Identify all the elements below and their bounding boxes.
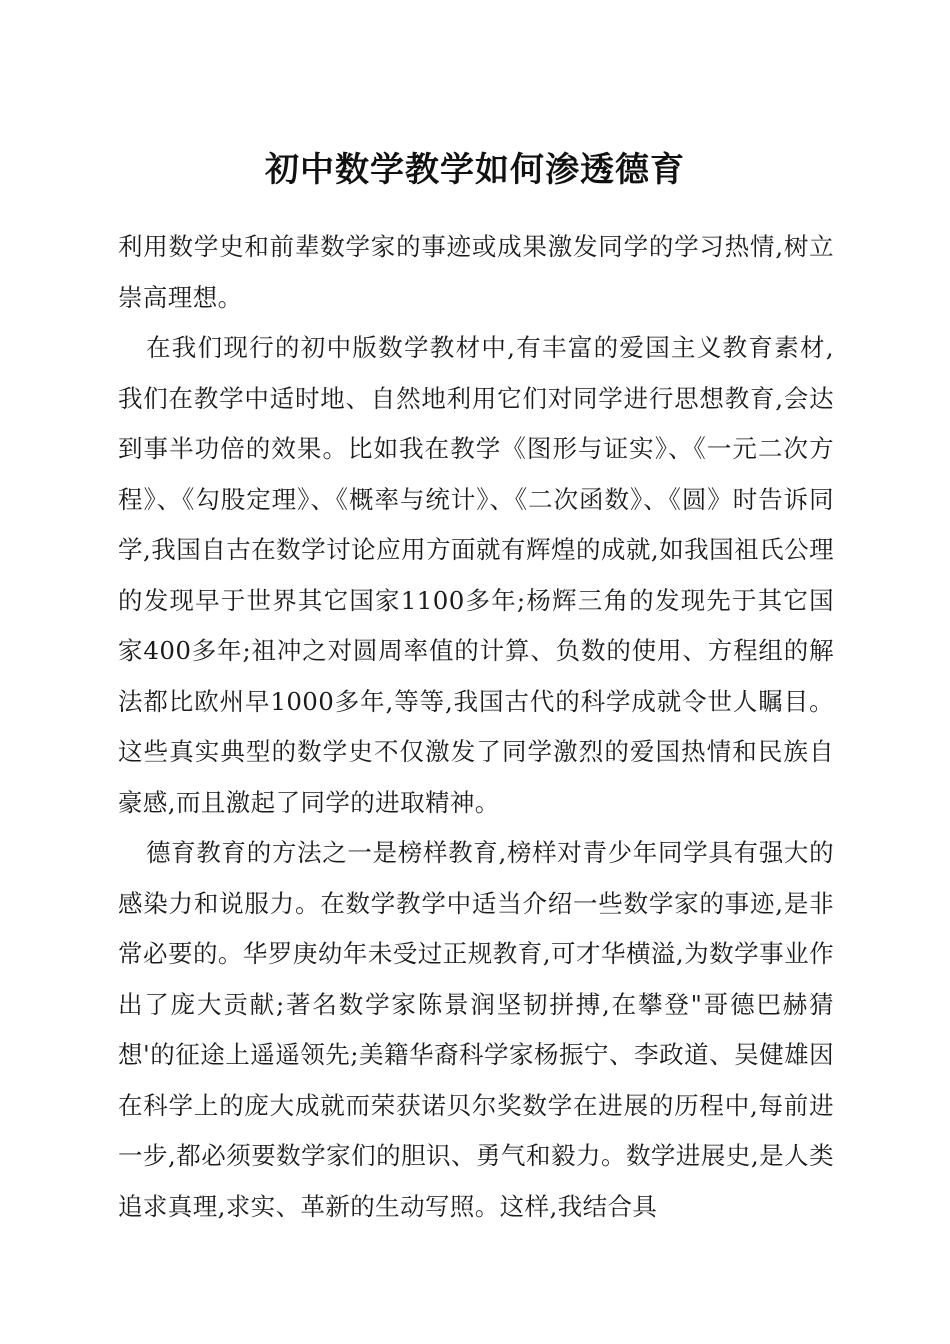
document-body bbox=[118, 222, 834, 1232]
paragraph-intro: 利用数学史和前辈数学家的事迹或成果激发同学的学习热情,树立崇高理想。 bbox=[118, 232, 834, 312]
paragraph-role-models: 德育教育的方法之一是榜样教育,榜样对青少年同学具有强大的感染力和说服力。在数学教学中适当介绍一些数学家的事迹,是非常必要的。华罗庚幼年未受过正规教育,可才华横溢,为数学事业作出了庞大贡献;著名数学家陈景润坚韧拼搏,在攀登"哥德巴赫猜想'的征途上遥遥领先;美籍华裔科学家杨振宁、李政道、吴健雄因在科学上的庞大成就而荣获诺贝尔奖数学在进展的历程中,每前进一步,都必须要数学家们的胆识、勇气和毅力。数学进展史,是人类追求真理,求实、革新的生动写照。这样,我结合具 bbox=[118, 838, 834, 1221]
paragraph-patriotic-education: 在我们现行的初中版数学教材中,有丰富的爱国主义教育素材,我们在教学中适时地、自然地利用它们对同学进行思想教育,会达到事半功倍的效果。比如我在教学《图形与证实》、《一元二次方程》、《勾股定理》、《概率与统计》、《二次函数》、《圆》时告诉同学,我国自古在数学讨论应用方面就有辉煌的成就,如我国祖氏公理的发现早于世界其它国家1100多年;杨辉三角的发现先于其它国家400多年;祖冲之对圆周率值的计算、负数的使用、方程组的解法都比欧州早1000多年,等等,我国古代的科学成就令世人瞩目。这些真实典型的数学史不仅激发了同学激烈的爱国热情和民族自豪感,而且激起了同学的进取精神。 bbox=[118, 333, 834, 817]
document-title: 初中数学教学如何渗透德育 bbox=[265, 150, 685, 190]
